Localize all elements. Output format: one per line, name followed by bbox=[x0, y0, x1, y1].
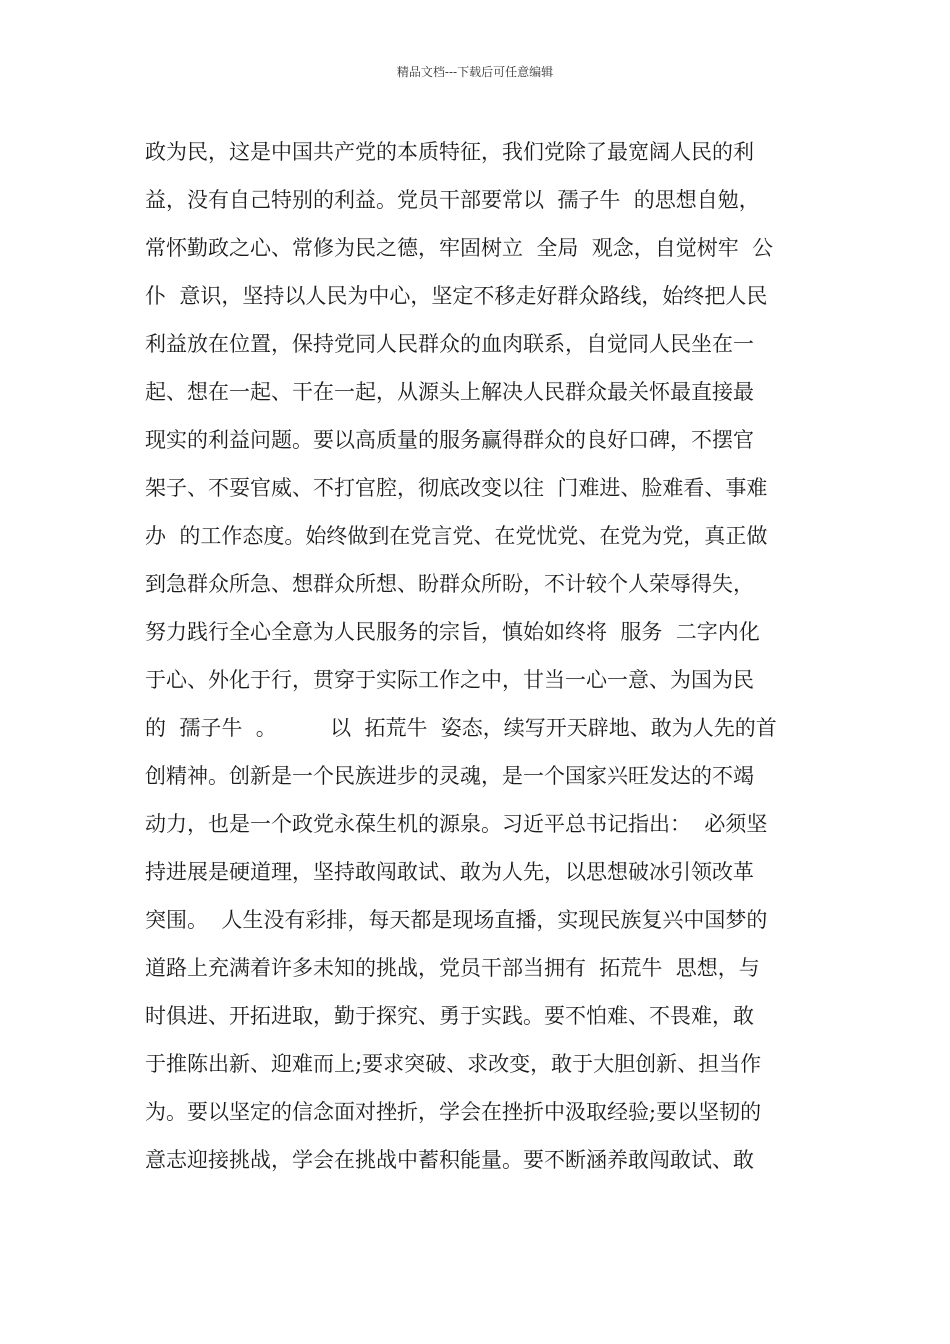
text-line: 于心、外化于行，贯穿于实际工作之中，甘当一心一意、为国为民 bbox=[145, 668, 754, 692]
text-line: 的 孺子牛 。 以 拓荒牛 姿态，续写开天辟地、敢为人先的首 bbox=[145, 716, 777, 740]
text-line: 动力，也是一个政党永葆生机的源泉。习近平总书记指出： 必须坚 bbox=[145, 812, 768, 836]
text-line: 道路上充满着许多未知的挑战，党员干部当拥有 拓荒牛 思想，与 bbox=[145, 956, 760, 980]
text-line: 为。要以坚定的信念面对挫折，学会在挫折中汲取经验;要以坚韧的 bbox=[145, 1100, 762, 1124]
text-line: 突围。 人生没有彩排，每天都是现场直播，实现民族复兴中国梦的 bbox=[145, 908, 768, 932]
page-header: 精品文档---下载后可任意编辑 bbox=[396, 65, 554, 79]
text-line: 常怀勤政之心、常修为民之德，牢固树立 全局 观念，自觉树牢 公 bbox=[145, 236, 774, 260]
text-line: 到急群众所急、想群众所想、盼群众所盼，不计较个人荣辱得失， bbox=[145, 572, 754, 596]
text-line: 持进展是硬道理，坚持敢闯敢试、敢为人先，以思想破冰引领改革 bbox=[145, 860, 754, 884]
text-line: 架子、不耍官威、不打官腔，彻底改变以往 门难进、脸难看、事难 bbox=[145, 476, 768, 500]
text-line: 时俱进、开拓进取，勤于探究、勇于实践。要不怕难、不畏难，敢 bbox=[145, 1004, 754, 1028]
text-line: 政为民，这是中国共产党的本质特征，我们党除了最宽阔人民的利 bbox=[145, 140, 754, 164]
body-text bbox=[145, 128, 815, 1184]
text-line: 意志迎接挑战，学会在挑战中蓄积能量。要不断涵养敢闯敢试、敢 bbox=[145, 1148, 754, 1172]
text-line: 起、想在一起、干在一起，从源头上解决人民群众最关怀最直接最 bbox=[145, 380, 754, 404]
text-line: 创精神。创新是一个民族进步的灵魂，是一个国家兴旺发达的不竭 bbox=[145, 764, 754, 788]
text-line: 于推陈出新、迎难而上;要求突破、求改变，敢于大胆创新、担当作 bbox=[145, 1052, 762, 1076]
text-line: 努力践行全心全意为人民服务的宗旨，慎始如终将 服务 二字内化 bbox=[145, 620, 760, 644]
text-line: 仆 意识，坚持以人民为中心，坚定不移走好群众路线，始终把人民 bbox=[145, 284, 768, 308]
text-line: 益，没有自己特别的利益。党员干部要常以 孺子牛 的思想自勉， bbox=[145, 188, 760, 212]
text-line: 现实的利益问题。要以高质量的服务赢得群众的良好口碑，不摆官 bbox=[145, 428, 754, 452]
text-line: 办 的工作态度。始终做到在党言党、在党忧党、在党为党，真正做 bbox=[145, 524, 768, 548]
text-line: 利益放在位置，保持党同人民群众的血肉联系，自觉同人民坐在一 bbox=[145, 332, 754, 356]
